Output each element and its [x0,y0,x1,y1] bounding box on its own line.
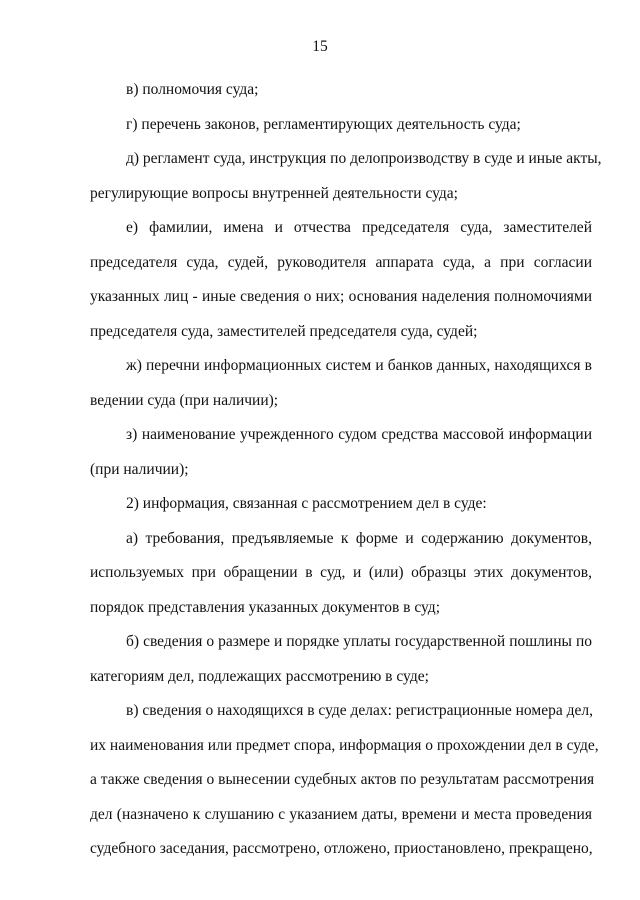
paragraph [90,487,592,522]
text-line: б) сведения о размере и порядке уплаты государственной пошлины по [126,633,592,650]
text-line: д) регламент суда, инструкция по делопроизводству в суде и иные акты, [126,150,602,167]
text-line: председателя суда, заместителей председателя суда, судей; [90,322,478,340]
paragraph [90,694,599,867]
text-line: категориям дел, подлежащих рассмотрению в суде; [90,667,429,685]
text-line: (при наличии); [90,460,189,478]
text-line: ведении суда (при наличии); [90,391,279,409]
text-line: судебного заседания, рассмотрено, отложено, приостановлено, прекращено, [90,840,593,857]
text-line: з) наименование учрежденного судом средства массовой информации [126,426,592,443]
paragraph [90,625,592,694]
paragraph [90,142,602,211]
paragraph [90,73,592,108]
paragraph [90,349,592,418]
text-line: в) сведения о находящихся в суде делах: регистрационные номера дел, [126,702,593,719]
page-number: 15 [312,38,328,55]
paragraph [90,108,592,143]
text-line: г) перечень законов, регламентирующих деятельность суда; [126,115,521,133]
text-line: используемых при обращении в суд, и (или) образцы этих документов, [90,564,592,581]
paragraph [90,211,592,349]
text-line: ж) перечни информационных систем и банков данных, находящихся в [126,357,592,374]
document-body [90,73,602,867]
text-line: дел (назначено к слушанию с указанием даты, времени и места проведения [90,805,592,823]
text-line: а также сведения о вынесении судебных актов по результатам рассмотрения [90,771,595,788]
text-line: указанных лиц - иные сведения о них; основания наделения полномочиями [90,288,592,305]
text-line: председателя суда, судей, руководителя аппарата суда, а при согласии [90,253,592,271]
text-line: регулирующие вопросы внутренней деятельности суда; [90,184,458,202]
text-line: 2) информация, связанная с рассмотрением дел в суде: [126,495,487,512]
paragraph [90,522,592,626]
text-line: а) требования, предъявляемые к форме и содержанию документов, [126,529,592,547]
text-line: их наименования или предмет спора, информация о прохождении дел в суде, [90,736,599,754]
text-line: в) полномочия суда; [126,81,259,98]
paragraph [90,418,592,487]
text-line: е) фамилии, имена и отчества председателя суда, заместителей [126,219,592,236]
text-line: порядок представления указанных документов в суд; [90,598,440,616]
